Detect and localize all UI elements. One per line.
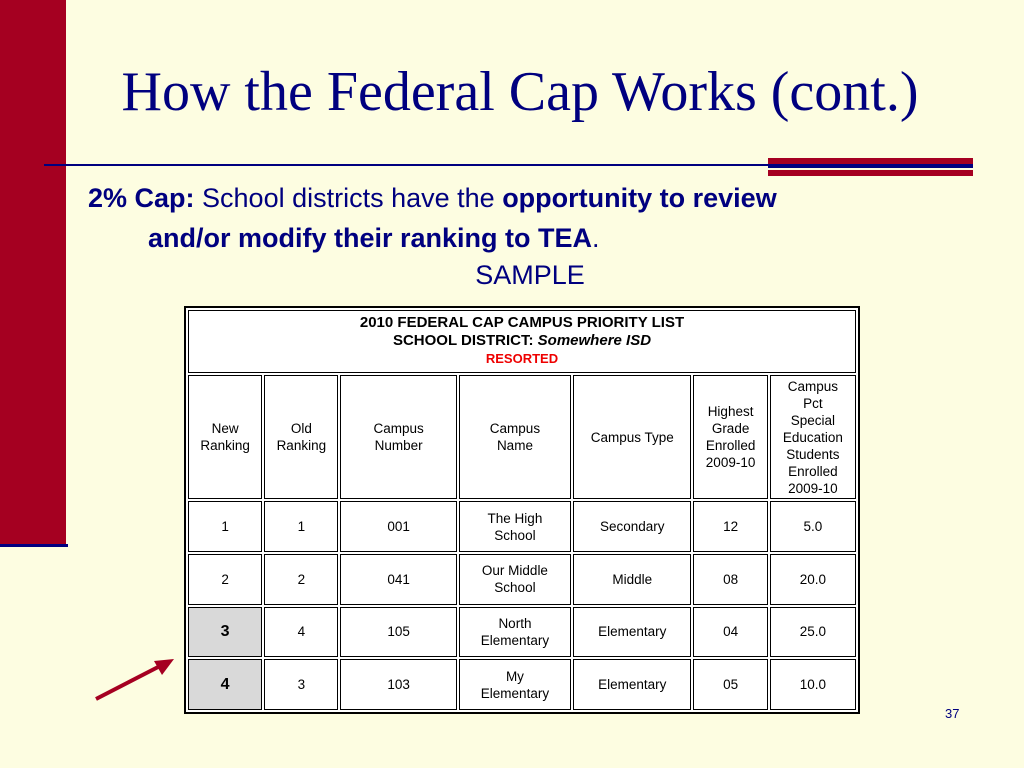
col-highest-grade-cell: 04 — [693, 607, 767, 658]
col-new-ranking-header — [188, 375, 262, 500]
table-district — [191, 332, 853, 350]
bullet-end: . — [592, 223, 600, 253]
col-highest-grade-cell: 08 — [693, 554, 767, 605]
col-old-ranking-cell: 4 — [264, 607, 338, 658]
table-status: RESORTED — [485, 351, 559, 367]
priority-table — [184, 306, 860, 714]
table-header-row — [188, 375, 856, 500]
header-line: Enrolled — [705, 438, 756, 454]
col-campus-type-cell: Elementary — [573, 659, 691, 710]
header-line: Pct — [803, 395, 823, 411]
col-special-ed-pct-cell: 25.0 — [770, 607, 856, 658]
header-line: 2009-10 — [788, 480, 838, 496]
header-line: Campus — [373, 421, 424, 437]
cell-line: North — [498, 615, 532, 631]
table-row — [188, 501, 856, 552]
table-row — [188, 659, 856, 710]
col-campus-name-cell — [459, 607, 571, 658]
col-campus-number-cell: 001 — [340, 501, 456, 552]
header-line: Special — [790, 412, 835, 428]
col-new-ranking-cell: 3 — [188, 607, 262, 658]
col-special-ed-pct-header — [770, 375, 856, 500]
col-old-ranking-cell: 3 — [264, 659, 338, 710]
col-campus-name-header — [459, 375, 571, 500]
cell-line: School — [494, 527, 536, 543]
header-line: Education — [782, 429, 843, 445]
col-campus-number-cell: 103 — [340, 659, 456, 710]
header-line: 2009-10 — [705, 455, 756, 471]
col-new-ranking-cell: 4 — [188, 659, 262, 710]
cell-line: Elementary — [480, 632, 550, 648]
slide-title: How the Federal Cap Works (cont.) — [121, 61, 919, 123]
priority-table-frame — [184, 306, 860, 714]
col-campus-number-header — [340, 375, 456, 500]
header-line: Old — [290, 421, 312, 437]
col-campus-type-cell: Elementary — [573, 607, 691, 658]
arrow-icon — [90, 655, 180, 705]
col-old-ranking-cell: 1 — [264, 501, 338, 552]
bullet-text — [88, 178, 928, 258]
title-rule-accent — [768, 158, 973, 178]
col-highest-grade-cell: 05 — [693, 659, 767, 710]
bullet-bold-1: opportunity to review — [502, 183, 777, 213]
left-accent-line — [0, 544, 68, 547]
header-line: New — [211, 421, 239, 437]
page-number: 37 — [945, 706, 960, 721]
col-campus-name-cell — [459, 554, 571, 605]
bullet-lead: 2% Cap: — [88, 183, 195, 213]
header-line: Number — [374, 438, 423, 454]
col-campus-number-cell: 105 — [340, 607, 456, 658]
bullet-bold-2: and/or modify their ranking to TEA — [148, 223, 593, 253]
col-campus-name-cell — [459, 501, 571, 552]
cell-line: My — [505, 668, 524, 684]
col-new-ranking-cell: 2 — [188, 554, 262, 605]
district-label: SCHOOL DISTRICT: — [392, 332, 538, 350]
header-line: Students — [786, 446, 840, 462]
col-new-ranking-cell: 1 — [188, 501, 262, 552]
table-title: 2010 FEDERAL CAP CAMPUS PRIORITY LIST — [359, 314, 685, 332]
col-campus-number-cell: 041 — [340, 554, 456, 605]
col-special-ed-pct-cell: 20.0 — [770, 554, 856, 605]
header-line: Ranking — [276, 438, 327, 454]
table-title-cell — [188, 310, 856, 373]
title-rule — [44, 164, 804, 166]
col-campus-type-cell: Middle — [573, 554, 691, 605]
cell-line: School — [494, 580, 536, 596]
header-line: Ranking — [200, 438, 250, 454]
header-line: Name — [496, 438, 533, 454]
header-line: Campus Type — [590, 429, 674, 445]
col-campus-type-cell: Secondary — [573, 501, 691, 552]
cell-line: The High — [487, 510, 543, 526]
header-line: Highest — [707, 404, 754, 420]
header-line: Campus — [787, 378, 838, 394]
cell-line: Our Middle — [481, 563, 548, 579]
col-highest-grade-cell: 12 — [693, 501, 767, 552]
col-old-ranking-header — [264, 375, 338, 500]
col-campus-type-header — [573, 375, 691, 500]
col-old-ranking-cell: 2 — [264, 554, 338, 605]
header-line: Campus — [489, 421, 541, 437]
sample-label: SAMPLE — [475, 260, 585, 290]
table-row — [188, 554, 856, 605]
col-special-ed-pct-cell: 5.0 — [770, 501, 856, 552]
table-row — [188, 607, 856, 658]
col-campus-name-cell — [459, 659, 571, 710]
bullet-text-1: School districts have the — [194, 183, 503, 213]
header-line: Grade — [711, 421, 750, 437]
cell-line: Elementary — [480, 685, 550, 701]
col-special-ed-pct-cell: 10.0 — [770, 659, 856, 710]
district-name: Somewhere ISD — [537, 332, 652, 350]
col-highest-grade-header — [693, 375, 767, 500]
header-line: Enrolled — [788, 463, 838, 479]
